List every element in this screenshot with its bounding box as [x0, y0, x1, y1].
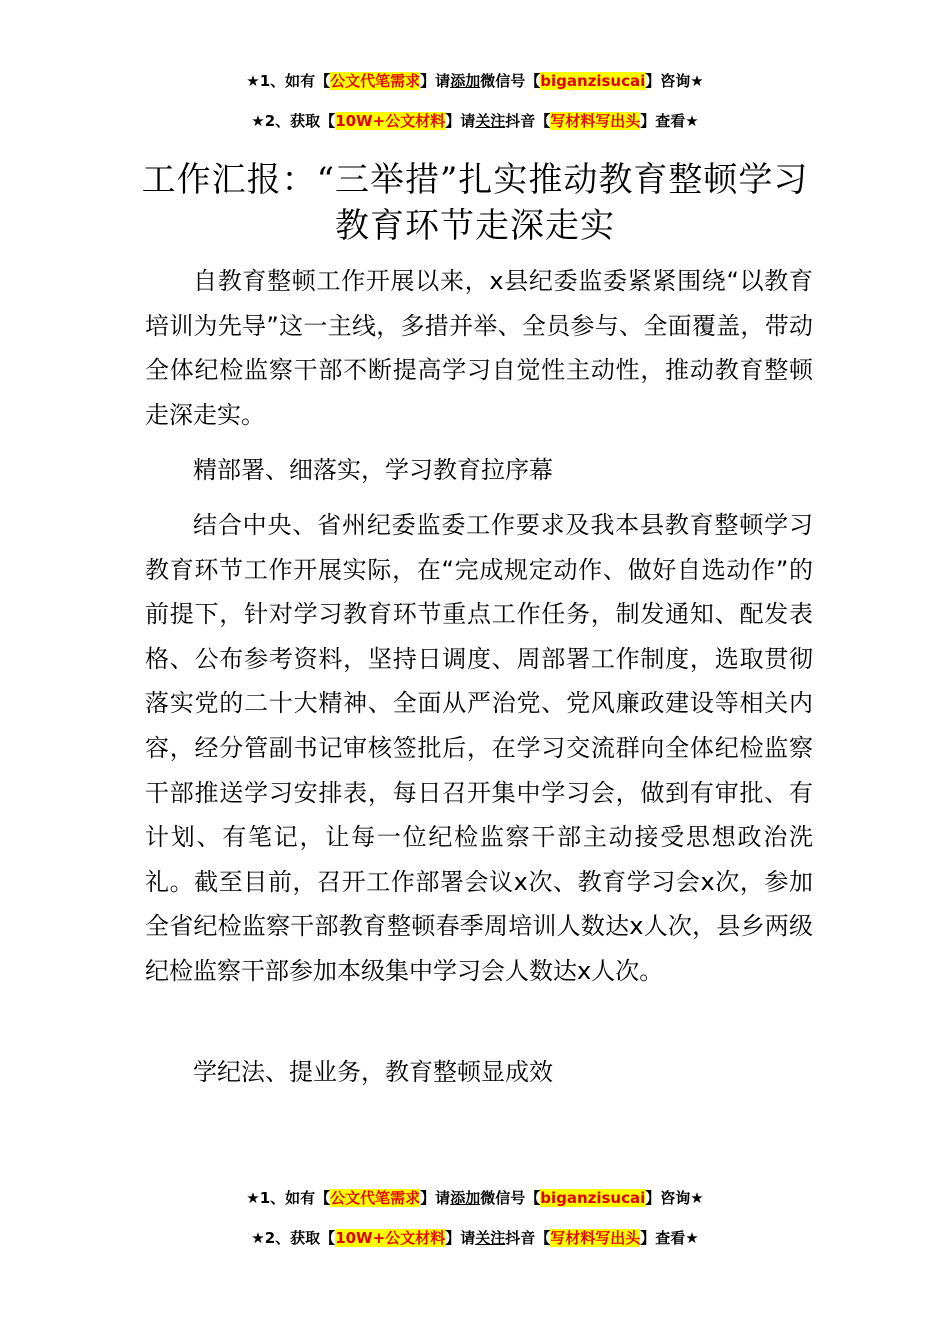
- highlight-ghostwriting: 公文代笔需求: [330, 1189, 421, 1207]
- bottom-banner-line-1: ★1、如有【公文代笔需求】请添加微信号【biganzisucai】咨询★: [246, 1189, 704, 1207]
- document-title: 工作汇报：“三举措”扎实推动教育整顿学习教育环节走深走实: [141, 160, 809, 246]
- highlight-douyin: 写材料写出头: [550, 112, 641, 130]
- top-banner-line-2: ★2、获取【10W+公文材料】请关注抖音【写材料写出头】查看★: [251, 112, 699, 130]
- highlight-materials: 10W+公文材料: [335, 1229, 446, 1247]
- bottom-banner-line-2: ★2、获取【10W+公文材料】请关注抖音【写材料写出头】查看★: [251, 1229, 699, 1247]
- highlight-douyin: 写材料写出头: [550, 1229, 641, 1247]
- highlight-wechat-id: biganzisucai: [540, 1189, 646, 1207]
- section-heading-2: 学纪法、提业务，教育整顿显成效: [193, 1058, 553, 1086]
- body-paragraph-intro: 自教育整顿工作开展以来，x县纪委监委紧紧围绕“以教育培训为先导”这一主线，多措并举、全员参与、全面覆盖，带动全体纪检监察干部不断提高学习自觉性主动性，推动教育整顿走深走实。: [145, 267, 813, 429]
- highlight-materials: 10W+公文材料: [335, 112, 446, 130]
- body-paragraph-section-1: 结合中央、省州纪委监委工作要求及我本县教育整顿学习教育环节工作开展实际，在“完成规定动作、做好自选动作”的前提下，针对学习教育环节重点工作任务，制发通知、配发表格、公布参考资料，坚持日调度、周部署工作制度，选取贯彻落实党的二十大精神、全面从严治党、党风廉政建设等相关内容，经分管副书记审核签批后，在学习交流群向全体纪检监察干部推送学习安排表，每日召开集中学习会，做到有审批、有计划、有笔记，让每一位纪检监察干部主动接受思想政治洗礼。截至目前，召开工作部署会议x次、教育学习会x次，参加全省纪检监察干部教育整顿春季周培训人数达x人次，县乡两级纪检监察干部参加本级集中学习会人数达x人次。: [145, 511, 813, 985]
- highlight-wechat-id: biganzisucai: [540, 72, 646, 90]
- section-heading-1: 精部署、细落实，学习教育拉序幕: [193, 456, 553, 484]
- top-banner-line-1: ★1、如有【公文代笔需求】请添加微信号【biganzisucai】咨询★: [246, 72, 704, 90]
- highlight-ghostwriting: 公文代笔需求: [330, 72, 421, 90]
